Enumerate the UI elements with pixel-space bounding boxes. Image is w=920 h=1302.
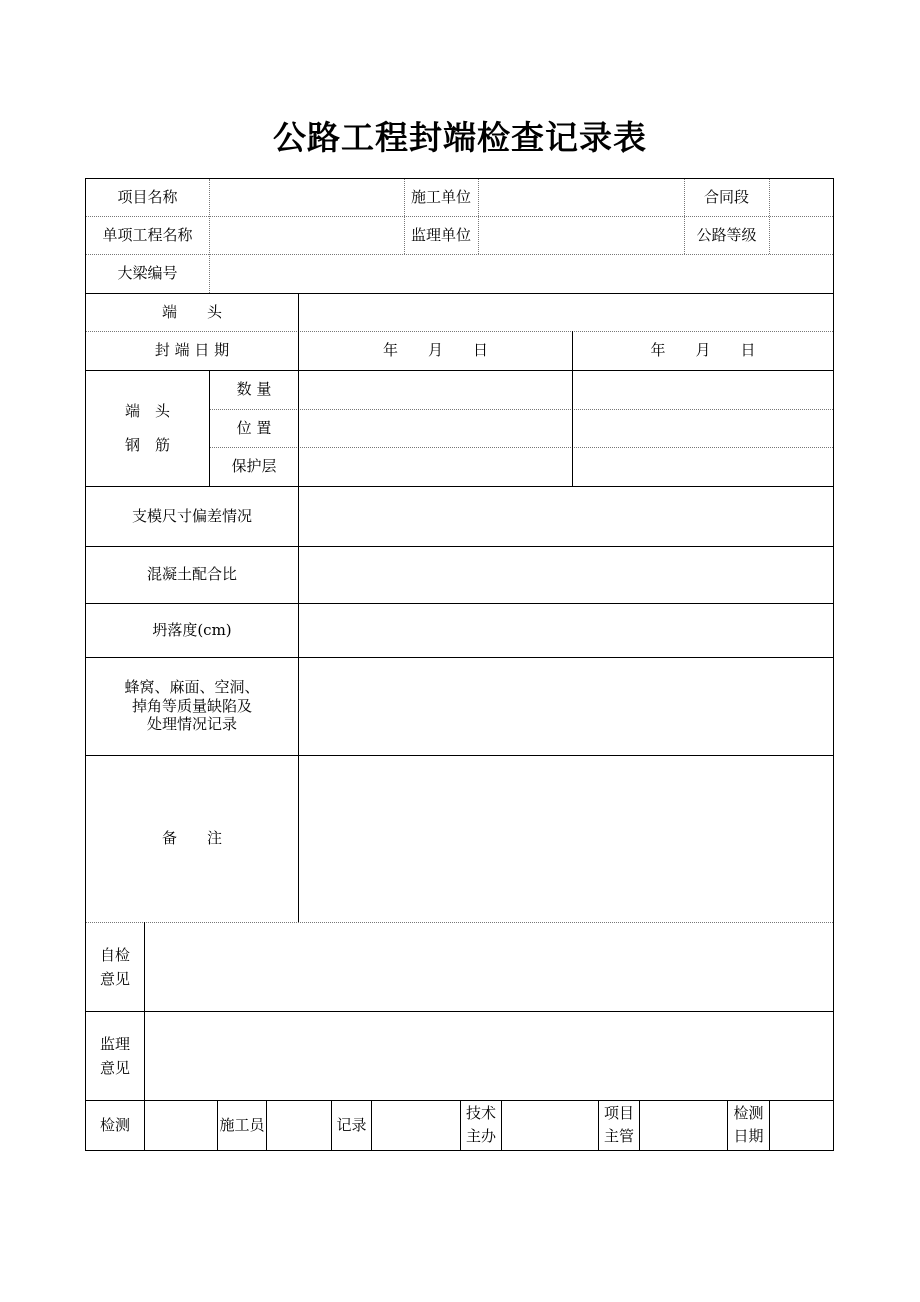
road-grade-label: 公路等级 <box>696 225 757 244</box>
inspection-date-label-line1: 检测 <box>733 1103 764 1122</box>
tech-lead-value[interactable] <box>502 1100 598 1150</box>
defects-value[interactable] <box>299 657 833 755</box>
self-inspection-label-line2: 意见 <box>99 969 130 988</box>
project-manager-label-line2: 主管 <box>603 1127 634 1145</box>
project-manager-label <box>599 1100 639 1150</box>
seal-date-label: 封 端 日 期 <box>154 341 230 360</box>
rebar-quantity-label: 数 量 <box>236 380 272 399</box>
tech-lead-label <box>461 1100 501 1150</box>
slump-label: 坍落度(cm) <box>152 620 232 639</box>
page-title: 公路工程封端检查记录表 <box>273 118 647 157</box>
rebar-cover-label: 保护层 <box>231 457 277 476</box>
rebar-cover-right[interactable] <box>573 447 833 486</box>
mix-ratio-label: 混凝土配合比 <box>146 565 237 584</box>
worker-label: 施工员 <box>219 1115 265 1134</box>
rebar-quantity-left[interactable] <box>299 370 572 409</box>
rebar-position-right[interactable] <box>573 409 833 447</box>
project-name-label: 项目名称 <box>117 188 178 207</box>
recorder-value[interactable] <box>372 1100 460 1150</box>
supervision-opinion-label-line2: 意见 <box>99 1058 130 1077</box>
self-inspection-value[interactable] <box>145 922 833 1011</box>
remarks-label: 备 注 <box>161 829 222 848</box>
inspection-date-value[interactable] <box>770 1100 833 1150</box>
defects-label-line2: 掉角等质量缺陷及 <box>131 696 252 715</box>
tech-lead-label-line1: 技术 <box>465 1103 496 1122</box>
defects-label-line3: 处理情况记录 <box>146 715 237 734</box>
formwork-deviation-value[interactable] <box>299 486 833 546</box>
rebar-quantity-right[interactable] <box>573 370 833 409</box>
road-grade-value[interactable] <box>770 216 833 254</box>
end-head-value[interactable] <box>299 293 833 331</box>
rebar-cover-left[interactable] <box>299 447 572 486</box>
self-inspection-label <box>86 922 144 1011</box>
inspection-date-label <box>728 1100 769 1150</box>
end-rebar-label-line1: 端 头 <box>124 401 170 420</box>
project-manager-value[interactable] <box>640 1100 727 1150</box>
construction-unit-label: 施工单位 <box>410 188 471 207</box>
contract-section-value[interactable] <box>770 179 833 216</box>
inspector-label: 检测 <box>99 1115 130 1134</box>
construction-unit-value[interactable] <box>479 179 684 216</box>
supervision-opinion-value[interactable] <box>145 1011 833 1100</box>
supervision-unit-label: 监理单位 <box>410 225 471 244</box>
beam-number-value[interactable] <box>210 254 833 293</box>
supervision-unit-value[interactable] <box>479 216 684 254</box>
mix-ratio-value[interactable] <box>299 546 833 603</box>
contract-section-label: 合同段 <box>703 188 749 207</box>
self-inspection-label-line1: 自检 <box>99 945 130 964</box>
defects-label-line1: 蜂窝、麻面、空洞、 <box>124 677 260 696</box>
rebar-position-left[interactable] <box>299 409 572 447</box>
sub-project-name-label: 单项工程名称 <box>102 225 193 244</box>
project-manager-label-line1: 项目 <box>603 1103 634 1122</box>
defects-label <box>86 657 298 755</box>
inspection-date-label-line2: 日期 <box>733 1127 764 1145</box>
worker-value[interactable] <box>267 1100 331 1150</box>
supervision-opinion-label <box>86 1011 144 1100</box>
formwork-deviation-label: 支模尺寸偏差情况 <box>131 506 252 525</box>
supervision-opinion-label-line1: 监理 <box>99 1034 130 1053</box>
seal-date-right[interactable]: 年 月 日 <box>650 341 756 360</box>
beam-number-label: 大梁编号 <box>117 264 178 283</box>
slump-value[interactable] <box>299 603 833 657</box>
end-head-label: 端 头 <box>161 302 222 321</box>
remarks-value[interactable] <box>299 755 833 922</box>
end-rebar-label-line2: 钢 筋 <box>124 436 170 454</box>
project-name-value[interactable] <box>210 179 404 216</box>
end-rebar-label <box>86 370 209 486</box>
rebar-position-label: 位 置 <box>236 418 272 437</box>
inspector-value[interactable] <box>145 1100 217 1150</box>
sub-project-name-value[interactable] <box>210 216 404 254</box>
tech-lead-label-line2: 主办 <box>465 1127 496 1145</box>
recorder-label: 记录 <box>336 1115 367 1134</box>
seal-date-left[interactable]: 年 月 日 <box>382 341 488 360</box>
